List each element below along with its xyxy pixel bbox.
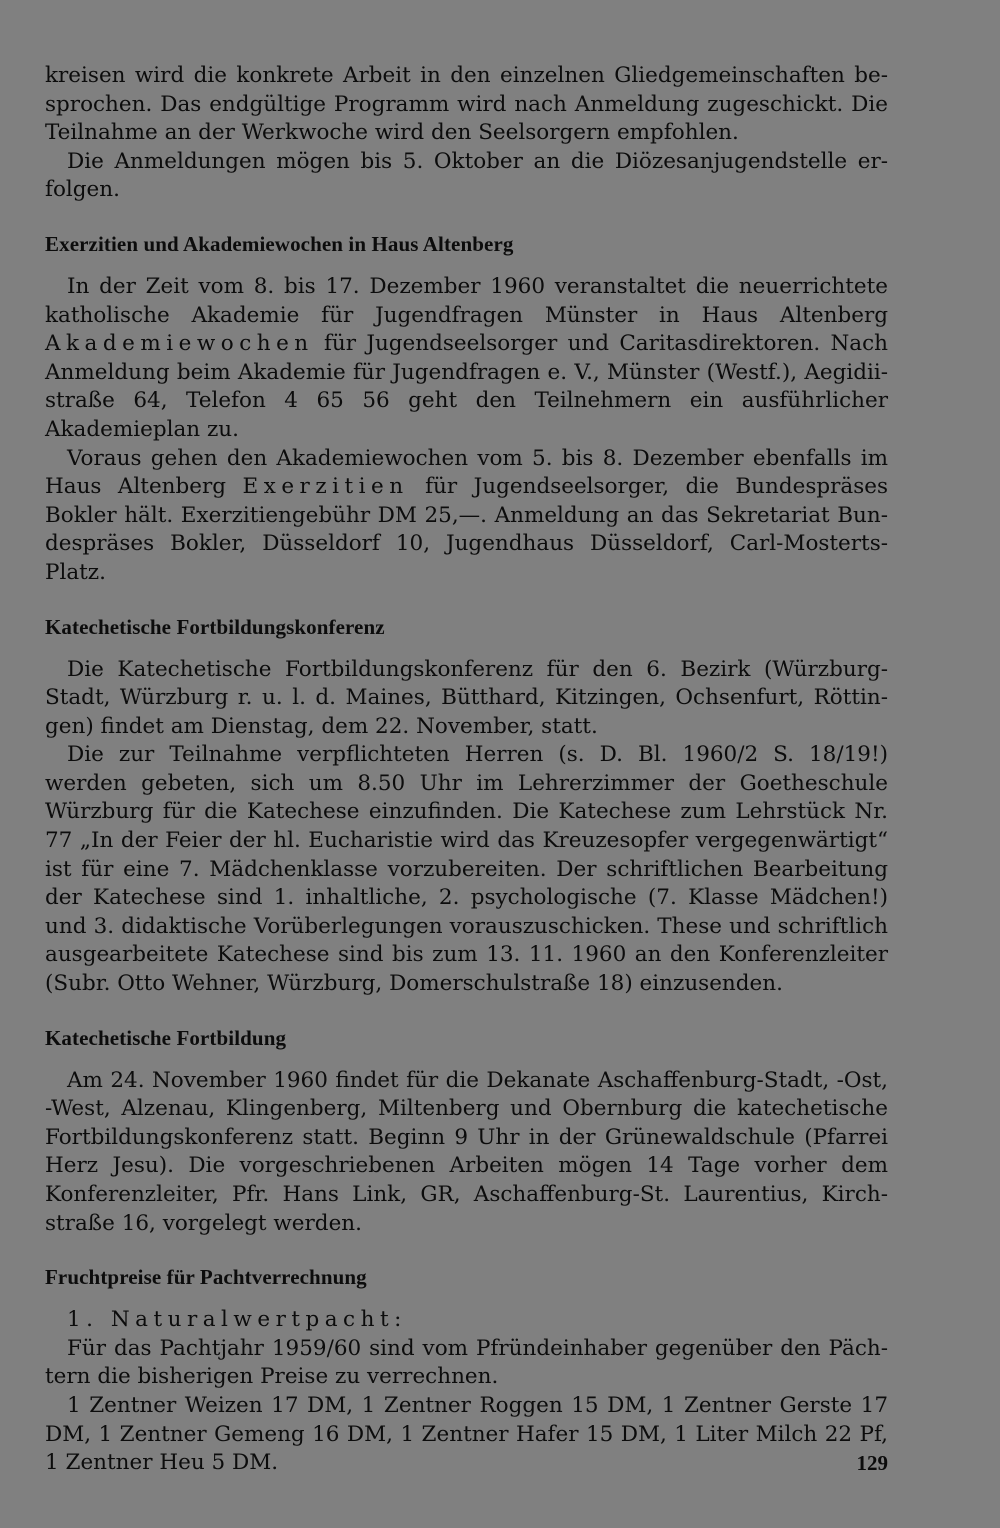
heading-fruchtpreise: Fruchtpreise für Pachtverrechnung	[45, 1265, 367, 1290]
intro-paragraph-1: kreisen wird die konkrete Arbeit in den einzelnen Gliedgemeinschaften besprochen. Das endgültige Programm wird nach Anmeldung zugeschickt. Die Teilnahme an der Werkwoche wird den Seelsorgern empfohlen.	[45, 63, 888, 146]
intro-paragraph-2: Die Anmeldungen mögen bis 5. Oktober an die Diözesanjugendstelle erfolgen.	[45, 148, 888, 203]
exerzitien-p2-text-a: Voraus gehen den Akademiewochen vom 5. bis 8. Dezember ebenfalls im Haus Altenberg	[45, 445, 888, 500]
naturalwertpacht-label: 1. Naturalwertpacht:	[67, 1307, 407, 1333]
exerzitien-p1-spaced-term: Akademiewochen	[45, 331, 314, 357]
exerzitien-paragraph-1	[45, 273, 888, 445]
heading-katechetische-konferenz: Katechetische Fortbildungskonferenz	[45, 614, 385, 639]
konferenz-paragraph-2: Die zur Teilnahme verpflichteten Herren (s. D. Bl. 1960/2 S. 18/19!) werden gebeten, sich um 8.50 Uhr im Lehrerzimmer der Goetheschule Würzburg für die Katechese einzufinden. Die Katechese zum Lehrstück Nr. 77 „In der Feier der hl. Eucharistie wird das Kreuzesopfer vergegenwärtigt“ ist für eine 7. Mädchenklasse vorzubereiten. Der schriftlichen Bearbeitung der Katechese sind 1. inhaltliche, 2. psychologische (7. Klasse Mädchen!) und 3. didaktische Vorüberlegungen vorauszuschicken. These und schriftlich ausgearbeitete Katechese sind bis zum 13. 11. 1960 an den Konferenzleiter (Subr. Otto Wehner, Würzburg, Domerschulstraße 18) einzusenden.	[45, 742, 888, 997]
exerzitien-p1-text-b: für Jugendseelsorger und Caritasdirektoren. Nach Anmeldung beim Akademie für Jugendfragen e. V., Münster (Westf.), Aegidiistraße 64, Telefon 4 65 56 geht den Teilnehmern ein ausführlicher Akademieplan zu.	[45, 331, 888, 442]
exerzitien-p2-text-b: für Jugendseelsorger, die Bundespräses Bokler hält. Exerzitiengebühr DM 25,—. Anmeldung an das Sekretariat Bundespräses Bokler, Düsseldorf 10, Jugendhaus Düsseldorf, Carl-Mosterts-Platz.	[45, 474, 888, 585]
exerzitien-p2-spaced-term: Exerzitien	[242, 474, 409, 500]
heading-exerzitien: Exerzitien und Akademiewochen in Haus Altenberg	[45, 231, 514, 256]
exerzitien-p1-text-a: In der Zeit vom 8. bis 17. Dezember 1960 veranstaltet die neuerrichtete katholische Akademie für Jugendfragen Münster in Haus Altenberg	[45, 273, 888, 328]
heading-katechetische-fortbildung: Katechetische Fortbildung	[45, 1025, 287, 1050]
page-number: 129	[856, 1451, 888, 1475]
exerzitien-paragraph-2	[45, 445, 888, 588]
fortbildung-paragraph-1: Am 24. November 1960 findet für die Dekanate Aschaffenburg-Stadt, -Ost, -West, Alzenau, Klingenberg, Miltenberg und Obernburg die katechetische Fortbildungskonferenz statt. Beginn 9 Uhr in der Grünewaldschule (Pfarrei Herz Jesu). Die vorgeschriebenen Arbeiten mögen 14 Tage vorher dem Konferenzleiter, Pfr. Hans Link, GR, Aschaffenburg-St. Laurentius, Kirchstraße 16, vorgelegt werden.	[45, 1067, 888, 1236]
document-page	[45, 62, 888, 1478]
konferenz-paragraph-1: Die Katechetische Fortbildungskonferenz für den 6. Bezirk (Würzburg-Stadt, Würzburg r. u. l. d. Maines, Bütthard, Kitzingen, Ochsenfurt, Röttingen) findet am Dienstag, dem 22. November, statt.	[45, 656, 888, 739]
fruchtpreise-paragraph-1: Für das Pachtjahr 1959/60 sind vom Pfründeinhaber gegenüber den Pächtern die bisherigen Preise zu verrechnen.	[45, 1335, 888, 1390]
fruchtpreise-item-1-label	[45, 1306, 888, 1335]
fruchtpreise-paragraph-2: 1 Zentner Weizen 17 DM, 1 Zentner Roggen 15 DM, 1 Zentner Gerste 17 DM, 1 Zentner Gemeng 16 DM, 1 Zentner Hafer 15 DM, 1 Liter Milch 22 Pf, 1 Zentner Heu 5 DM.	[45, 1392, 888, 1476]
